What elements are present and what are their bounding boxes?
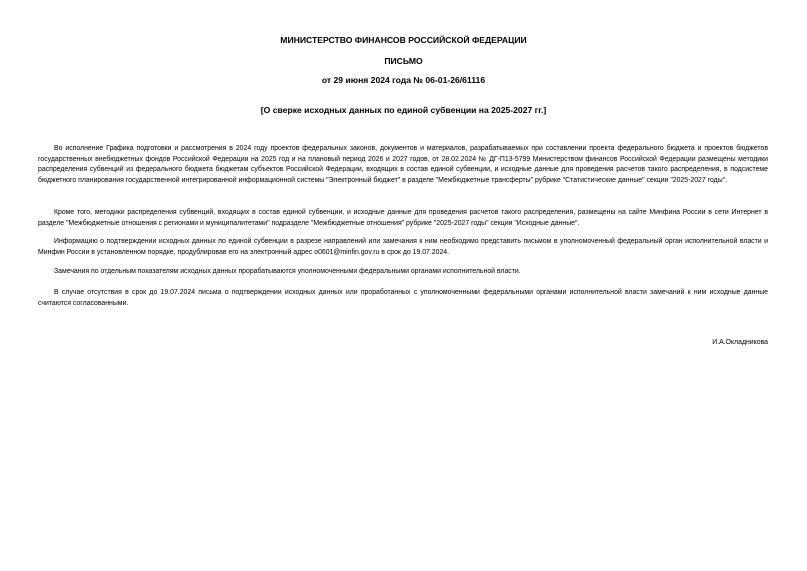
body-paragraph-4: Замечания по отдельным показателям исходных данных прорабатываются уполномоченными федеральными органами исполнительной власти. — [54, 268, 521, 275]
body-paragraph-3: Информацию о подтверждении исходных данных по единой субвенции в разрезе направлений или замечания к ним необходимо представить письмом в уполномоченный федеральный орган исполнительной власти и Минфин России в установленном порядке, продублировав его на электронный адрес o0601@minfin.gov.ru в срок до 19.07.2024. — [38, 238, 768, 256]
body-paragraph-2: Кроме того, методики распределения субвенций, входящих в состав единой субвенции, и исходные данные для проведения расчетов такого распределения, размещены на сайте Минфина России в сети Интернет в разделе "Межбюджетные отношения с регионами и муниципалитетами" подразделе "Межбюджетные отношения" рубрике "2025-2027 годы" секции "Исходные данные". — [38, 209, 768, 227]
subject-heading: [О сверке исходных данных по единой субвенции на 2025-2027 гг.] — [260, 105, 547, 115]
ministry-heading: МИНИСТЕРСТВО ФИНАНСОВ РОССИЙСКОЙ ФЕДЕРАЦИИ — [280, 35, 527, 45]
date-number-heading: от 29 июня 2024 года № 06-01-26/61116 — [321, 75, 486, 85]
signature-name: И.А.Окладникова — [712, 339, 768, 346]
body-paragraph-5: В случае отсутствия в срок до 19.07.2024 письма о подтверждении исходных данных или проработанных с уполномоченными федеральными органами исполнительной власти замечаний к ним исходные данные считаются согласованными. — [38, 289, 768, 307]
document-type-heading: ПИСЬМО — [384, 56, 423, 66]
body-paragraph-1: Во исполнение Графика подготовки и рассмотрения в 2024 году проектов федеральных законов, документов и материалов, разрабатываемых при составлении проекта федерального бюджета и проектов бюджетов государственных внебюджетных фондов Российской Федерации на 2025 год и на плановый период 2026 и 2027 годов, от 28.02.2024 № ДГ-П13-5799 Министерством финансов Российской Федерации размещены методики распределения субвенций из федерального бюджета бюджетам субъектов Российской Федерации, входящих в состав единой субвенции, и исходные данные для проведения расчетов такого распределения, в подсистеме бюджетного планирования государственной интегрированной информационной системы "Электронный бюджет" в разделе "Межбюджетные трансферты" рубрике "Статистические данные" секции "2025-2027 годы". — [38, 145, 768, 184]
